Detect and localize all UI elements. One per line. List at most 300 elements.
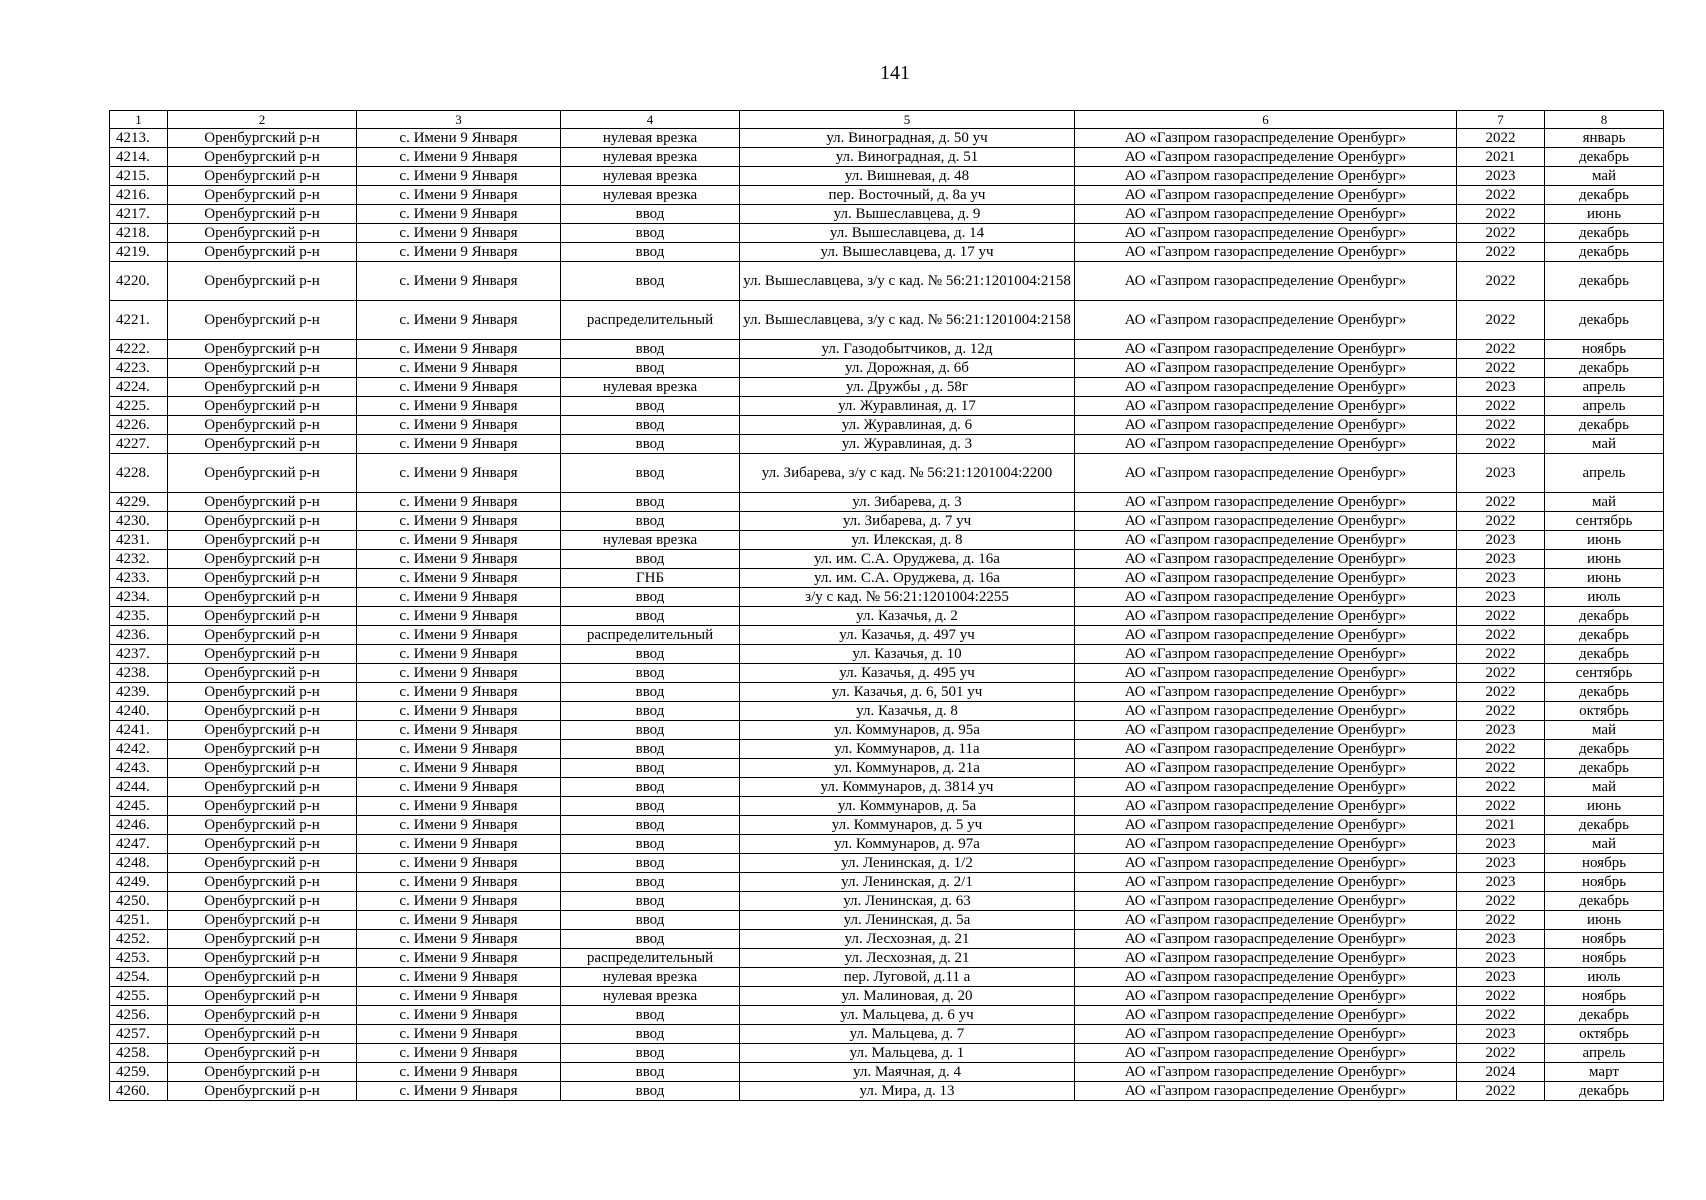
table-row bbox=[110, 645, 1664, 664]
month-cell: декабрь bbox=[1545, 224, 1664, 243]
year-cell: 2022 bbox=[1457, 359, 1545, 378]
year-cell: 2022 bbox=[1457, 416, 1545, 435]
district-cell: Оренбургский р-н bbox=[168, 664, 357, 683]
address-cell: ул. Казачья, д. 497 уч bbox=[740, 626, 1075, 645]
settlement-cell: с. Имени 9 Января bbox=[357, 531, 561, 550]
district-cell: Оренбургский р-н bbox=[168, 949, 357, 968]
year-cell: 2023 bbox=[1457, 167, 1545, 186]
year-cell: 2022 bbox=[1457, 759, 1545, 778]
column-number-row bbox=[110, 111, 1664, 129]
row-number-cell: 4214. bbox=[110, 148, 168, 167]
month-cell: июнь bbox=[1545, 550, 1664, 569]
organization-cell: АО «Газпром газораспределение Оренбург» bbox=[1075, 243, 1457, 262]
address-cell: ул. Ленинская, д. 5а bbox=[740, 911, 1075, 930]
month-cell: май bbox=[1545, 167, 1664, 186]
connection-type-cell: ввод bbox=[561, 740, 740, 759]
settlement-cell: с. Имени 9 Января bbox=[357, 740, 561, 759]
connection-type-cell: ввод bbox=[561, 550, 740, 569]
district-cell: Оренбургский р-н bbox=[168, 435, 357, 454]
connection-type-cell: ввод bbox=[561, 588, 740, 607]
organization-cell: АО «Газпром газораспределение Оренбург» bbox=[1075, 148, 1457, 167]
table-row bbox=[110, 129, 1664, 148]
connection-type-cell: нулевая врезка bbox=[561, 378, 740, 397]
district-cell: Оренбургский р-н bbox=[168, 262, 357, 301]
table-row bbox=[110, 454, 1664, 493]
organization-cell: АО «Газпром газораспределение Оренбург» bbox=[1075, 129, 1457, 148]
table-row bbox=[110, 378, 1664, 397]
district-cell: Оренбургский р-н bbox=[168, 397, 357, 416]
address-cell: ул. Коммунаров, д. 21а bbox=[740, 759, 1075, 778]
settlement-cell: с. Имени 9 Января bbox=[357, 512, 561, 531]
organization-cell: АО «Газпром газораспределение Оренбург» bbox=[1075, 1082, 1457, 1101]
address-cell: ул. Казачья, д. 8 bbox=[740, 702, 1075, 721]
connection-type-cell: нулевая врезка bbox=[561, 968, 740, 987]
organization-cell: АО «Газпром газораспределение Оренбург» bbox=[1075, 224, 1457, 243]
year-cell: 2022 bbox=[1457, 493, 1545, 512]
settlement-cell: с. Имени 9 Января bbox=[357, 167, 561, 186]
settlement-cell: с. Имени 9 Января bbox=[357, 454, 561, 493]
settlement-cell: с. Имени 9 Января bbox=[357, 1063, 561, 1082]
address-cell: ул. Ленинская, д. 63 bbox=[740, 892, 1075, 911]
address-cell: ул. Мальцева, д. 6 уч bbox=[740, 1006, 1075, 1025]
row-number-cell: 4240. bbox=[110, 702, 168, 721]
month-cell: май bbox=[1545, 493, 1664, 512]
connection-type-cell: распределительный bbox=[561, 949, 740, 968]
district-cell: Оренбургский р-н bbox=[168, 816, 357, 835]
address-cell: ул. Казачья, д. 6, 501 уч bbox=[740, 683, 1075, 702]
connection-type-cell: нулевая врезка bbox=[561, 531, 740, 550]
connection-type-cell: нулевая врезка bbox=[561, 186, 740, 205]
district-cell: Оренбургский р-н bbox=[168, 148, 357, 167]
table-row bbox=[110, 721, 1664, 740]
page-number: 141 bbox=[880, 62, 910, 84]
year-cell: 2023 bbox=[1457, 1025, 1545, 1044]
year-cell: 2022 bbox=[1457, 892, 1545, 911]
district-cell: Оренбургский р-н bbox=[168, 205, 357, 224]
connection-type-cell: ввод bbox=[561, 778, 740, 797]
table-row bbox=[110, 664, 1664, 683]
district-cell: Оренбургский р-н bbox=[168, 626, 357, 645]
year-cell: 2023 bbox=[1457, 454, 1545, 493]
year-cell: 2022 bbox=[1457, 797, 1545, 816]
connection-type-cell: ввод bbox=[561, 854, 740, 873]
district-cell: Оренбургский р-н bbox=[168, 129, 357, 148]
district-cell: Оренбургский р-н bbox=[168, 835, 357, 854]
table-row bbox=[110, 301, 1664, 340]
column-number: 1 bbox=[110, 111, 168, 129]
month-cell: ноябрь bbox=[1545, 340, 1664, 359]
organization-cell: АО «Газпром газораспределение Оренбург» bbox=[1075, 645, 1457, 664]
district-cell: Оренбургский р-н bbox=[168, 301, 357, 340]
row-number-cell: 4251. bbox=[110, 911, 168, 930]
address-cell: ул. Вышеславцева, д. 17 уч bbox=[740, 243, 1075, 262]
table-row bbox=[110, 1006, 1664, 1025]
settlement-cell: с. Имени 9 Января bbox=[357, 702, 561, 721]
month-cell: декабрь bbox=[1545, 683, 1664, 702]
connection-type-cell: нулевая врезка bbox=[561, 148, 740, 167]
organization-cell: АО «Газпром газораспределение Оренбург» bbox=[1075, 588, 1457, 607]
settlement-cell: с. Имени 9 Января bbox=[357, 949, 561, 968]
district-cell: Оренбургский р-н bbox=[168, 1044, 357, 1063]
year-cell: 2023 bbox=[1457, 569, 1545, 588]
address-cell: пер. Луговой, д.11 а bbox=[740, 968, 1075, 987]
district-cell: Оренбургский р-н bbox=[168, 550, 357, 569]
settlement-cell: с. Имени 9 Января bbox=[357, 759, 561, 778]
month-cell: октябрь bbox=[1545, 702, 1664, 721]
connection-type-cell: ввод bbox=[561, 759, 740, 778]
row-number-cell: 4257. bbox=[110, 1025, 168, 1044]
row-number-cell: 4225. bbox=[110, 397, 168, 416]
district-cell: Оренбургский р-н bbox=[168, 759, 357, 778]
month-cell: декабрь bbox=[1545, 186, 1664, 205]
year-cell: 2022 bbox=[1457, 205, 1545, 224]
connection-type-cell: ГНБ bbox=[561, 569, 740, 588]
organization-cell: АО «Газпром газораспределение Оренбург» bbox=[1075, 854, 1457, 873]
organization-cell: АО «Газпром газораспределение Оренбург» bbox=[1075, 378, 1457, 397]
connection-type-cell: ввод bbox=[561, 721, 740, 740]
table-row bbox=[110, 262, 1664, 301]
month-cell: декабрь bbox=[1545, 816, 1664, 835]
table-row bbox=[110, 835, 1664, 854]
connection-type-cell: ввод bbox=[561, 205, 740, 224]
settlement-cell: с. Имени 9 Января bbox=[357, 968, 561, 987]
month-cell: апрель bbox=[1545, 397, 1664, 416]
connection-type-cell: ввод bbox=[561, 262, 740, 301]
row-number-cell: 4255. bbox=[110, 987, 168, 1006]
table-body bbox=[110, 111, 1664, 1101]
district-cell: Оренбургский р-н bbox=[168, 340, 357, 359]
row-number-cell: 4219. bbox=[110, 243, 168, 262]
table-row bbox=[110, 224, 1664, 243]
district-cell: Оренбургский р-н bbox=[168, 892, 357, 911]
column-number: 8 bbox=[1545, 111, 1664, 129]
settlement-cell: с. Имени 9 Января bbox=[357, 340, 561, 359]
year-cell: 2021 bbox=[1457, 816, 1545, 835]
row-number-cell: 4223. bbox=[110, 359, 168, 378]
settlement-cell: с. Имени 9 Января bbox=[357, 626, 561, 645]
row-number-cell: 4234. bbox=[110, 588, 168, 607]
organization-cell: АО «Газпром газораспределение Оренбург» bbox=[1075, 702, 1457, 721]
connection-type-cell: ввод bbox=[561, 702, 740, 721]
organization-cell: АО «Газпром газораспределение Оренбург» bbox=[1075, 397, 1457, 416]
year-cell: 2022 bbox=[1457, 512, 1545, 531]
table-row bbox=[110, 359, 1664, 378]
year-cell: 2022 bbox=[1457, 1044, 1545, 1063]
address-cell: ул. Маячная, д. 4 bbox=[740, 1063, 1075, 1082]
month-cell: декабрь bbox=[1545, 301, 1664, 340]
column-number: 7 bbox=[1457, 111, 1545, 129]
district-cell: Оренбургский р-н bbox=[168, 569, 357, 588]
year-cell: 2022 bbox=[1457, 626, 1545, 645]
row-number-cell: 4260. bbox=[110, 1082, 168, 1101]
connection-type-cell: ввод bbox=[561, 493, 740, 512]
connection-type-cell: ввод bbox=[561, 816, 740, 835]
district-cell: Оренбургский р-н bbox=[168, 645, 357, 664]
organization-cell: АО «Газпром газораспределение Оренбург» bbox=[1075, 340, 1457, 359]
district-cell: Оренбургский р-н bbox=[168, 588, 357, 607]
year-cell: 2022 bbox=[1457, 243, 1545, 262]
address-cell: ул. Казачья, д. 495 уч bbox=[740, 664, 1075, 683]
connection-type-cell: ввод bbox=[561, 454, 740, 493]
organization-cell: АО «Газпром газораспределение Оренбург» bbox=[1075, 531, 1457, 550]
table-row bbox=[110, 397, 1664, 416]
year-cell: 2022 bbox=[1457, 607, 1545, 626]
settlement-cell: с. Имени 9 Января bbox=[357, 930, 561, 949]
connection-type-cell: нулевая врезка bbox=[561, 987, 740, 1006]
settlement-cell: с. Имени 9 Января bbox=[357, 493, 561, 512]
month-cell: май bbox=[1545, 778, 1664, 797]
address-cell: ул. Зибарева, д. 3 bbox=[740, 493, 1075, 512]
year-cell: 2022 bbox=[1457, 664, 1545, 683]
organization-cell: АО «Газпром газораспределение Оренбург» bbox=[1075, 835, 1457, 854]
month-cell: май bbox=[1545, 435, 1664, 454]
month-cell: июнь bbox=[1545, 911, 1664, 930]
row-number-cell: 4215. bbox=[110, 167, 168, 186]
table-row bbox=[110, 588, 1664, 607]
table-row bbox=[110, 416, 1664, 435]
connection-type-cell: ввод bbox=[561, 835, 740, 854]
district-cell: Оренбургский р-н bbox=[168, 224, 357, 243]
year-cell: 2023 bbox=[1457, 531, 1545, 550]
settlement-cell: с. Имени 9 Января bbox=[357, 607, 561, 626]
row-number-cell: 4242. bbox=[110, 740, 168, 759]
connection-type-cell: ввод bbox=[561, 397, 740, 416]
table-row bbox=[110, 854, 1664, 873]
organization-cell: АО «Газпром газораспределение Оренбург» bbox=[1075, 873, 1457, 892]
address-cell: ул. Ленинская, д. 1/2 bbox=[740, 854, 1075, 873]
row-number-cell: 4232. bbox=[110, 550, 168, 569]
address-cell: ул. Вышеславцева, д. 9 bbox=[740, 205, 1075, 224]
address-cell: ул. Дорожная, д. 6б bbox=[740, 359, 1075, 378]
row-number-cell: 4228. bbox=[110, 454, 168, 493]
month-cell: декабрь bbox=[1545, 892, 1664, 911]
address-cell: ул. Дружбы , д. 58г bbox=[740, 378, 1075, 397]
organization-cell: АО «Газпром газораспределение Оренбург» bbox=[1075, 930, 1457, 949]
year-cell: 2022 bbox=[1457, 683, 1545, 702]
month-cell: декабрь bbox=[1545, 626, 1664, 645]
row-number-cell: 4220. bbox=[110, 262, 168, 301]
connection-type-cell: распределительный bbox=[561, 301, 740, 340]
address-cell: ул. Мальцева, д. 7 bbox=[740, 1025, 1075, 1044]
row-number-cell: 4217. bbox=[110, 205, 168, 224]
year-cell: 2022 bbox=[1457, 129, 1545, 148]
month-cell: июнь bbox=[1545, 797, 1664, 816]
month-cell: ноябрь bbox=[1545, 854, 1664, 873]
row-number-cell: 4231. bbox=[110, 531, 168, 550]
settlement-cell: с. Имени 9 Января bbox=[357, 1006, 561, 1025]
table-row bbox=[110, 1082, 1664, 1101]
organization-cell: АО «Газпром газораспределение Оренбург» bbox=[1075, 359, 1457, 378]
address-cell: ул. Коммунаров, д. 95а bbox=[740, 721, 1075, 740]
column-number: 6 bbox=[1075, 111, 1457, 129]
district-cell: Оренбургский р-н bbox=[168, 854, 357, 873]
district-cell: Оренбургский р-н bbox=[168, 186, 357, 205]
address-cell: ул. Лесхозная, д. 21 bbox=[740, 949, 1075, 968]
year-cell: 2023 bbox=[1457, 968, 1545, 987]
month-cell: март bbox=[1545, 1063, 1664, 1082]
connection-type-cell: ввод bbox=[561, 340, 740, 359]
settlement-cell: с. Имени 9 Января bbox=[357, 911, 561, 930]
address-cell: ул. Илекская, д. 8 bbox=[740, 531, 1075, 550]
month-cell: декабрь bbox=[1545, 148, 1664, 167]
organization-cell: АО «Газпром газораспределение Оренбург» bbox=[1075, 569, 1457, 588]
address-cell: ул. Лесхозная, д. 21 bbox=[740, 930, 1075, 949]
year-cell: 2023 bbox=[1457, 930, 1545, 949]
settlement-cell: с. Имени 9 Января bbox=[357, 683, 561, 702]
table-row bbox=[110, 1044, 1664, 1063]
settlement-cell: с. Имени 9 Января bbox=[357, 987, 561, 1006]
year-cell: 2022 bbox=[1457, 911, 1545, 930]
address-cell: ул. Коммунаров, д. 97а bbox=[740, 835, 1075, 854]
settlement-cell: с. Имени 9 Января bbox=[357, 645, 561, 664]
table-row bbox=[110, 205, 1664, 224]
district-cell: Оренбургский р-н bbox=[168, 512, 357, 531]
table-row bbox=[110, 759, 1664, 778]
district-cell: Оренбургский р-н bbox=[168, 873, 357, 892]
address-cell: ул. Журавлиная, д. 3 bbox=[740, 435, 1075, 454]
district-cell: Оренбургский р-н bbox=[168, 702, 357, 721]
row-number-cell: 4224. bbox=[110, 378, 168, 397]
year-cell: 2022 bbox=[1457, 262, 1545, 301]
table-row bbox=[110, 1063, 1664, 1082]
district-cell: Оренбургский р-н bbox=[168, 740, 357, 759]
address-cell: ул. Коммунаров, д. 11а bbox=[740, 740, 1075, 759]
row-number-cell: 4259. bbox=[110, 1063, 168, 1082]
year-cell: 2022 bbox=[1457, 301, 1545, 340]
organization-cell: АО «Газпром газораспределение Оренбург» bbox=[1075, 493, 1457, 512]
table-row bbox=[110, 930, 1664, 949]
settlement-cell: с. Имени 9 Января bbox=[357, 1025, 561, 1044]
connection-type-cell: ввод bbox=[561, 416, 740, 435]
address-cell: ул. Коммунаров, д. 3814 уч bbox=[740, 778, 1075, 797]
month-cell: декабрь bbox=[1545, 243, 1664, 262]
address-cell: ул. Казачья, д. 10 bbox=[740, 645, 1075, 664]
settlement-cell: с. Имени 9 Января bbox=[357, 797, 561, 816]
year-cell: 2022 bbox=[1457, 1006, 1545, 1025]
organization-cell: АО «Газпром газораспределение Оренбург» bbox=[1075, 968, 1457, 987]
row-number-cell: 4249. bbox=[110, 873, 168, 892]
settlement-cell: с. Имени 9 Января bbox=[357, 359, 561, 378]
row-number-cell: 4230. bbox=[110, 512, 168, 531]
district-cell: Оренбургский р-н bbox=[168, 607, 357, 626]
year-cell: 2022 bbox=[1457, 224, 1545, 243]
district-cell: Оренбургский р-н bbox=[168, 1025, 357, 1044]
settlement-cell: с. Имени 9 Января bbox=[357, 778, 561, 797]
column-number: 2 bbox=[168, 111, 357, 129]
year-cell: 2022 bbox=[1457, 645, 1545, 664]
month-cell: январь bbox=[1545, 129, 1664, 148]
organization-cell: АО «Газпром газораспределение Оренбург» bbox=[1075, 626, 1457, 645]
row-number-cell: 4213. bbox=[110, 129, 168, 148]
organization-cell: АО «Газпром газораспределение Оренбург» bbox=[1075, 949, 1457, 968]
table-row bbox=[110, 911, 1664, 930]
month-cell: ноябрь bbox=[1545, 987, 1664, 1006]
month-cell: июнь bbox=[1545, 205, 1664, 224]
table-row bbox=[110, 340, 1664, 359]
settlement-cell: с. Имени 9 Января bbox=[357, 148, 561, 167]
district-cell: Оренбургский р-н bbox=[168, 797, 357, 816]
row-number-cell: 4235. bbox=[110, 607, 168, 626]
month-cell: апрель bbox=[1545, 378, 1664, 397]
connection-type-cell: ввод bbox=[561, 224, 740, 243]
year-cell: 2023 bbox=[1457, 854, 1545, 873]
district-cell: Оренбургский р-н bbox=[168, 721, 357, 740]
table-row bbox=[110, 987, 1664, 1006]
table-row bbox=[110, 148, 1664, 167]
address-cell: ул. Газодобытчиков, д. 12д bbox=[740, 340, 1075, 359]
year-cell: 2022 bbox=[1457, 186, 1545, 205]
district-cell: Оренбургский р-н bbox=[168, 930, 357, 949]
month-cell: июнь bbox=[1545, 569, 1664, 588]
district-cell: Оренбургский р-н bbox=[168, 493, 357, 512]
settlement-cell: с. Имени 9 Января bbox=[357, 550, 561, 569]
organization-cell: АО «Газпром газораспределение Оренбург» bbox=[1075, 262, 1457, 301]
row-number-cell: 4253. bbox=[110, 949, 168, 968]
address-cell: ул. Малиновая, д. 20 bbox=[740, 987, 1075, 1006]
district-cell: Оренбургский р-н bbox=[168, 1006, 357, 1025]
year-cell: 2023 bbox=[1457, 949, 1545, 968]
month-cell: июль bbox=[1545, 588, 1664, 607]
month-cell: май bbox=[1545, 835, 1664, 854]
month-cell: октябрь bbox=[1545, 1025, 1664, 1044]
month-cell: июль bbox=[1545, 968, 1664, 987]
settlement-cell: с. Имени 9 Января bbox=[357, 569, 561, 588]
settlement-cell: с. Имени 9 Января bbox=[357, 854, 561, 873]
month-cell: июнь bbox=[1545, 531, 1664, 550]
month-cell: апрель bbox=[1545, 454, 1664, 493]
district-cell: Оренбургский р-н bbox=[168, 167, 357, 186]
column-number: 5 bbox=[740, 111, 1075, 129]
row-number-cell: 4237. bbox=[110, 645, 168, 664]
table-row bbox=[110, 797, 1664, 816]
row-number-cell: 4250. bbox=[110, 892, 168, 911]
address-cell: ул. Вышеславцева, д. 14 bbox=[740, 224, 1075, 243]
month-cell: ноябрь bbox=[1545, 949, 1664, 968]
address-cell: пер. Восточный, д. 8а уч bbox=[740, 186, 1075, 205]
table-row bbox=[110, 186, 1664, 205]
row-number-cell: 4216. bbox=[110, 186, 168, 205]
organization-cell: АО «Газпром газораспределение Оренбург» bbox=[1075, 454, 1457, 493]
table-row bbox=[110, 740, 1664, 759]
table-row bbox=[110, 949, 1664, 968]
settlement-cell: с. Имени 9 Января bbox=[357, 378, 561, 397]
row-number-cell: 4254. bbox=[110, 968, 168, 987]
settlement-cell: с. Имени 9 Января bbox=[357, 224, 561, 243]
address-cell: ул. Вышеславцева, з/у с кад. № 56:21:1201004:2158 bbox=[740, 301, 1075, 340]
address-cell: ул. Мальцева, д. 1 bbox=[740, 1044, 1075, 1063]
district-cell: Оренбургский р-н bbox=[168, 378, 357, 397]
organization-cell: АО «Газпром газораспределение Оренбург» bbox=[1075, 550, 1457, 569]
month-cell: декабрь bbox=[1545, 262, 1664, 301]
organization-cell: АО «Газпром газораспределение Оренбург» bbox=[1075, 987, 1457, 1006]
year-cell: 2023 bbox=[1457, 721, 1545, 740]
year-cell: 2023 bbox=[1457, 550, 1545, 569]
address-cell: ул. Коммунаров, д. 5 уч bbox=[740, 816, 1075, 835]
address-cell: ул. им. С.А. Оруджева, д. 16а bbox=[740, 569, 1075, 588]
settlement-cell: с. Имени 9 Января bbox=[357, 1044, 561, 1063]
month-cell: декабрь bbox=[1545, 740, 1664, 759]
organization-cell: АО «Газпром газораспределение Оренбург» bbox=[1075, 167, 1457, 186]
connection-type-cell: ввод bbox=[561, 359, 740, 378]
connection-type-cell: ввод bbox=[561, 892, 740, 911]
district-cell: Оренбургский р-н bbox=[168, 987, 357, 1006]
settlement-cell: с. Имени 9 Января bbox=[357, 129, 561, 148]
district-cell: Оренбургский р-н bbox=[168, 359, 357, 378]
organization-cell: АО «Газпром газораспределение Оренбург» bbox=[1075, 607, 1457, 626]
month-cell: декабрь bbox=[1545, 645, 1664, 664]
organization-cell: АО «Газпром газораспределение Оренбург» bbox=[1075, 759, 1457, 778]
settlement-cell: с. Имени 9 Января bbox=[357, 1082, 561, 1101]
